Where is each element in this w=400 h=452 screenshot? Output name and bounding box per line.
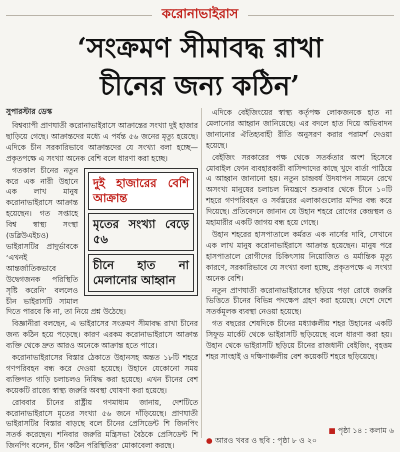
bullet-icon: ●: [206, 436, 215, 445]
column-left: [6, 121, 198, 451]
more-news-note: [206, 436, 317, 448]
pointer-icon: ■: [328, 426, 338, 435]
highlight-box: [84, 168, 198, 296]
paragraph: এদিকে বেইজিংয়ের স্বাস্থ্য কর্তৃপক্ষ লোকজনকে হাত না মেলানোর আহ্বান জানিয়েছে। এর বদলে হাত দিয়ে অভিবাদন জানানোর ঐতিহ্যবাহী রীতি অনুসরণ করার পরামর্শ দেওয়া হয়েছে।: [206, 108, 392, 150]
column-right: [206, 108, 392, 434]
paragraph: রোববার চীনের রাষ্ট্রীয় গণমাধ্যম জানায়, দেশটিতে করোনাভাইরাসে মৃতের সংখ্যা ৫৬ জনে দাঁড়িয়েছে। প্রাণঘাতী ভাইরাসটির বিস্তার বাড়ছে বলে চীনের প্রেসিডেন্ট শি জিনপিং সতর্ক করেছেন। শনিবার জরুরি মন্ত্রিসভা বৈঠকে প্রেসিডেন্ট শি জিনপিং বলেন, চীন ‘কঠিন পরিস্থিতির’ মোকাবেলা করছে।: [6, 397, 198, 451]
paragraph: নতুন প্রাণঘাতী করোনাভাইরাসের ছড়িয়ে পড়া রোধে জরুরি ভিত্তিতে চীনের বিভিন্ন পদক্ষেপ গ্রহণ করা হয়েছে। দেশে দেশে সতর্কমূলক ব্যবস্থা নেওয়া হয়েছে।: [206, 285, 392, 317]
paragraph: করোনাভাইরাসের বিস্তার ঠেকাতে উহানসহ অন্তত ১৮টি শহরে গণপরিবহন বন্ধ করে দেওয়া হয়েছে। উহানে যেকোনো সময় ব্যক্তিগত গাড়ি চলাচলও নিষিদ্ধ করা হয়েছে। এখন চীনের বেশ কয়েকটি রাজ্যে স্বাস্থ্য জরুরি অবস্থা ঘোষণা করা হয়েছে।: [6, 353, 198, 395]
paragraph: বিজ্ঞানীরা বলছেন, এ ভাইরাসের সংক্রমণ সীমাবদ্ধ রাখা চীনের জন্য কঠিন হয়ে পড়েছে। কারণ এরকম করোনাভাইরাসে আক্রান্ত ব্যক্তি থেকে দ্রুত আরও অনেকে আক্রান্ত হতে পারে।: [6, 319, 198, 351]
headline: [8, 30, 392, 106]
paragraph: বিশ্বব্যাপী প্রাণঘাতী করোনাভাইরাসে আক্রান্তের সংখ্যা দুই হাজার ছাড়িয়ে গেছে। আক্রান্তদের মধ্যে এ পর্যন্ত ৫৬ জনের মৃত্যু হয়েছে। এদিকে চীন সরকারিভাবে আক্রান্তদের যে সংখ্যা বলা হচ্ছে— প্রকৃতপক্ষে এ সংখ্যা অনেক বেশি বলে ধারণা করা হচ্ছে।: [6, 121, 198, 163]
continued-on: ■ পৃষ্ঠা ১৪ : কলাম ৬: [328, 426, 394, 435]
byline: সুপারস্টার ডেস্ক: [6, 107, 53, 116]
highlight-item-1: দুই হাজারের বেশি আক্রান্ত: [88, 172, 194, 210]
highlight-item-2: মৃতের সংখ্যা বেড়ে ৫৬: [88, 213, 194, 251]
paragraph: বেইজিং সরকারের পক্ষ থেকে সতর্কতার অংশ হিসেবে মোবাইল ফোন ব্যবহারকারী বাসিন্দাদের কাছে খুদে বার্তা পাঠিয়ে এ আহ্বান জানানো হয়। নতুন চান্দ্রবর্ষ উদযাপন সামনে রেখে অসংখ্য মানুষের চলাচল নিয়ন্ত্রণে শুক্রবার থেকে চীনে ১০টি শহরে গণপরিবহন ও সর্বস্তরের এলাকাগুলোর মন্দির বন্ধ করে দিয়েছে। প্রতিবেদনে জানান যে উহান শহরে রোগের কেন্দ্রস্থল ও মহামারীর একটি জাগয় বন্ধ হয়ে গেছে।: [206, 152, 392, 228]
column-separator: [201, 108, 202, 438]
paragraph: গত বছরের শেষদিকে চীনের মধ্যাঞ্চলীয় শহর উহানের একটি সিফুড মার্কেট থেকে ভাইরাসটি ছড়িয়েছে বলে ধারণা করা হয়। উহান থেকে ভাইরাসটি ছড়িয়ে চীনের রাজধানী বেইজিং, বৃহত্তম শহর সাংহাই ও দক্ষিণাঞ্চলীয় বেশ কয়েকটি শহরে ছড়িয়েছে।: [206, 319, 392, 361]
section-kicker-row: [0, 4, 400, 26]
highlight-item-3: চীনে হাত না মেলানোর আহ্বান: [88, 254, 194, 292]
section-kicker: করোনাভাইরাস: [152, 5, 249, 26]
headline-line-1: ‘সংক্রমণ সীমাবদ্ধ রাখা: [77, 33, 323, 64]
more-news-text: আরও খবর ও ছবি : পৃষ্ঠা ৮ ও ২০: [214, 436, 317, 445]
headline-line-2: চীনের জন্য কঠিন’: [100, 71, 300, 102]
paragraph: গতকাল চীনের নতুন করে এক নারী উহানে এক লাখ মানুষ করোনাভাইরাসে আক্রান্ত হয়েছেন। গত সপ্তাহে বিশ্ব স্বাস্থ্য সংস্থা (ডব্লিউএইচও) ভাইরাসটির প্রাদুর্ভাবকে ‘এখনই আন্তর্জাতিকভাবে উদ্বেগজনক পরিস্থিতি সৃষ্টি করেনি’ বললেও চীন ভাইরাসটি সামাল দিতে পারবে কি না, তা নিয়ে প্রশ্ন উঠেছে।: [6, 165, 126, 317]
paragraph: উহান শহরের হাসপাতালে কর্মরত এক নার্সের দাবি, সেখানে এক লাখ মানুষ করোনাভাইরাসে আক্রান্ত হয়েছেন। মানুষ পরে হাসপাতালে রোগীদের চিকিৎসায় নিয়োজিত ও মর্মান্তিক মৃত্যু কারণে, সরকারিভাবে যে সংখ্যা বলা হচ্ছে, প্রকৃতপক্ষে এ সংখ্যা অনেক বেশি।: [206, 229, 392, 283]
